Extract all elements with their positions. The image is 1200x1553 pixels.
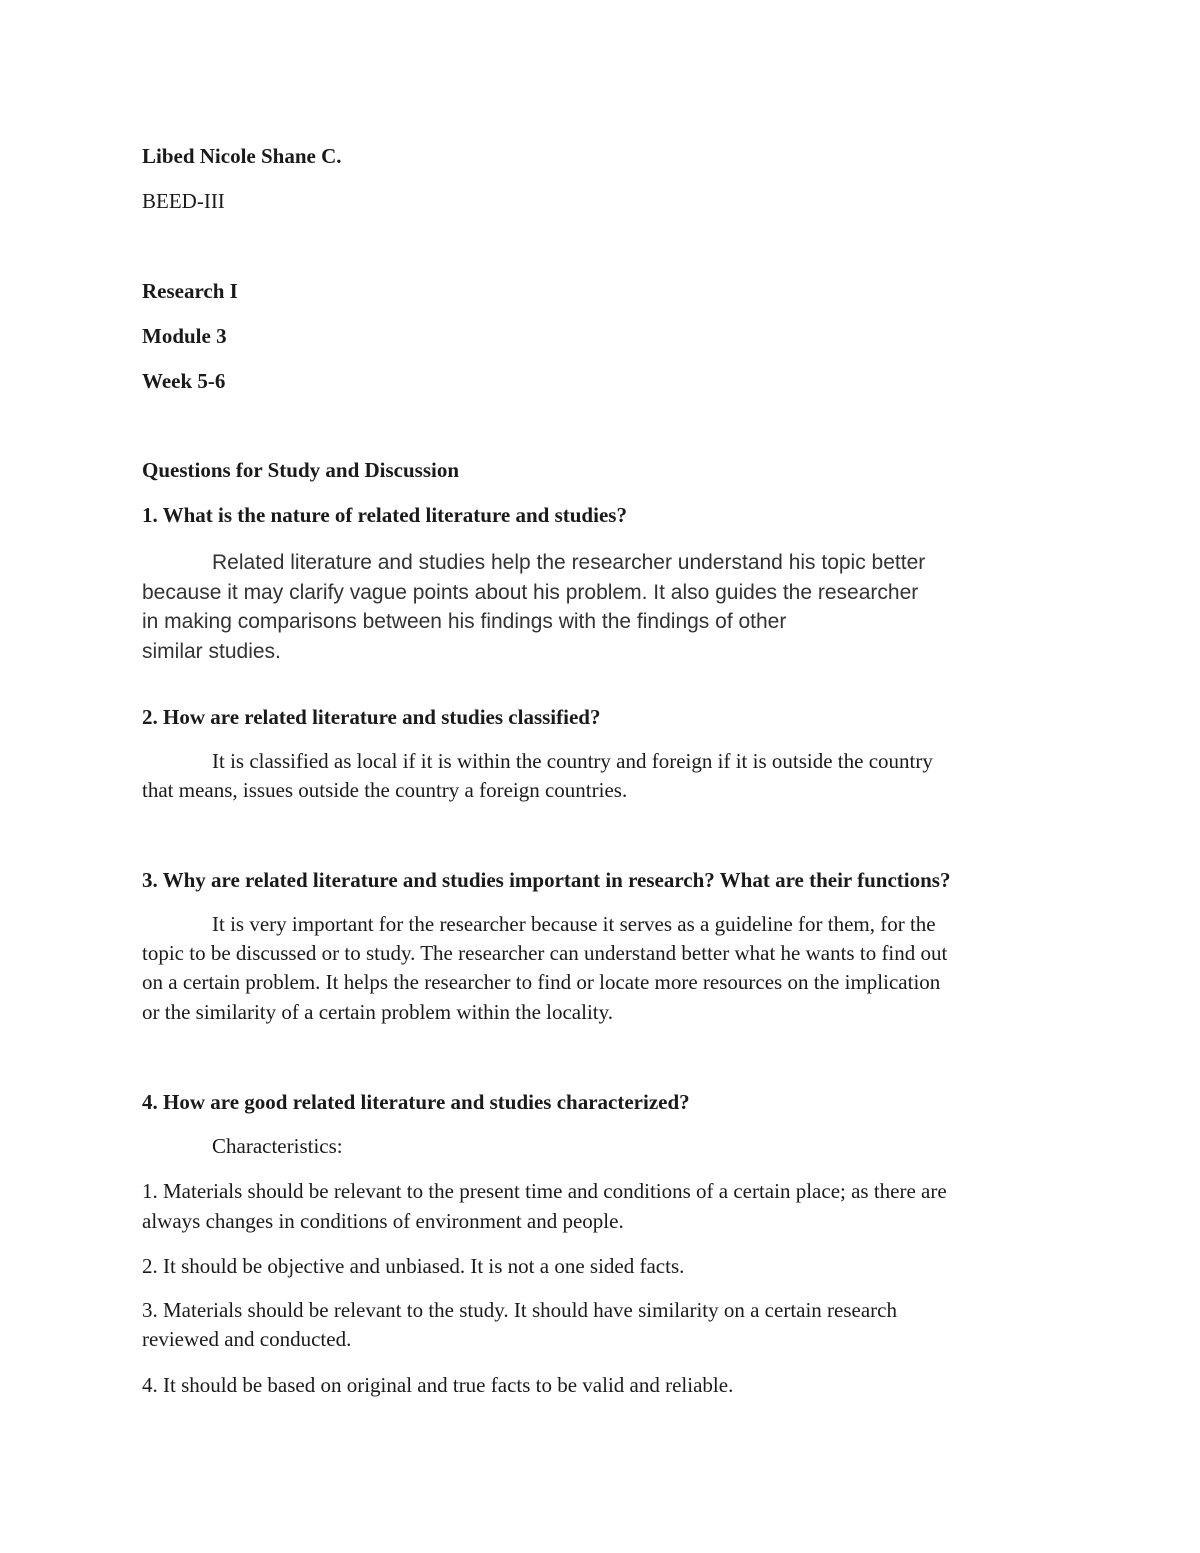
student-name: Libed Nicole Shane C. [142, 144, 342, 168]
week-range: Week 5-6 [142, 369, 226, 393]
course-section: BEED-III [142, 189, 225, 213]
answer-2-line: It is classified as local if it is within the country and foreign if it is outside the country [212, 749, 933, 773]
subject-title: Research I [142, 279, 238, 303]
characteristic-item-3-cont: reviewed and conducted. [142, 1327, 352, 1351]
characteristic-item-1-cont: always changes in conditions of environment and people. [142, 1209, 624, 1233]
characteristic-item-3: 3. Materials should be relevant to the study. It should have similarity on a certain research [142, 1298, 897, 1322]
characteristic-item-1: 1. Materials should be relevant to the present time and conditions of a certain place; as there are [142, 1179, 947, 1203]
answer-1-line: because it may clarify vague points about his problem. It also guides the researcher [142, 580, 919, 604]
question-1: 1. What is the nature of related literature and studies? [142, 503, 627, 527]
question-2: 2. How are related literature and studies classified? [142, 705, 601, 729]
answer-3-line: or the similarity of a certain problem within the locality. [142, 1000, 614, 1024]
characteristic-item-2: 2. It should be objective and unbiased. It is not a one sided facts. [142, 1254, 685, 1278]
characteristic-item-4: 4. It should be based on original and true facts to be valid and reliable. [142, 1373, 734, 1397]
question-3: 3. Why are related literature and studies important in research? What are their functions? [142, 868, 951, 892]
answer-3-line: It is very important for the researcher because it serves as a guideline for them, for the [212, 912, 936, 936]
answer-3-line: topic to be discussed or to study. The researcher can understand better what he wants to find out [142, 941, 948, 965]
answer-1-line: Related literature and studies help the researcher understand his topic better [212, 551, 926, 574]
section-title: Questions for Study and Discussion [142, 458, 460, 482]
answer-1-line: similar studies. [142, 639, 281, 663]
answer-1 [142, 548, 1057, 666]
module-number: Module 3 [142, 324, 227, 348]
question-4: 4. How are good related literature and studies characterized? [142, 1090, 690, 1114]
answer-2-line: that means, issues outside the country a foreign countries. [142, 778, 628, 802]
answer-3-line: on a certain problem. It helps the researcher to find or locate more resources on the implication [142, 970, 941, 994]
characteristics-label: Characteristics: [212, 1134, 343, 1158]
answer-1-line: in making comparisons between his findings with the findings of other [142, 610, 787, 633]
